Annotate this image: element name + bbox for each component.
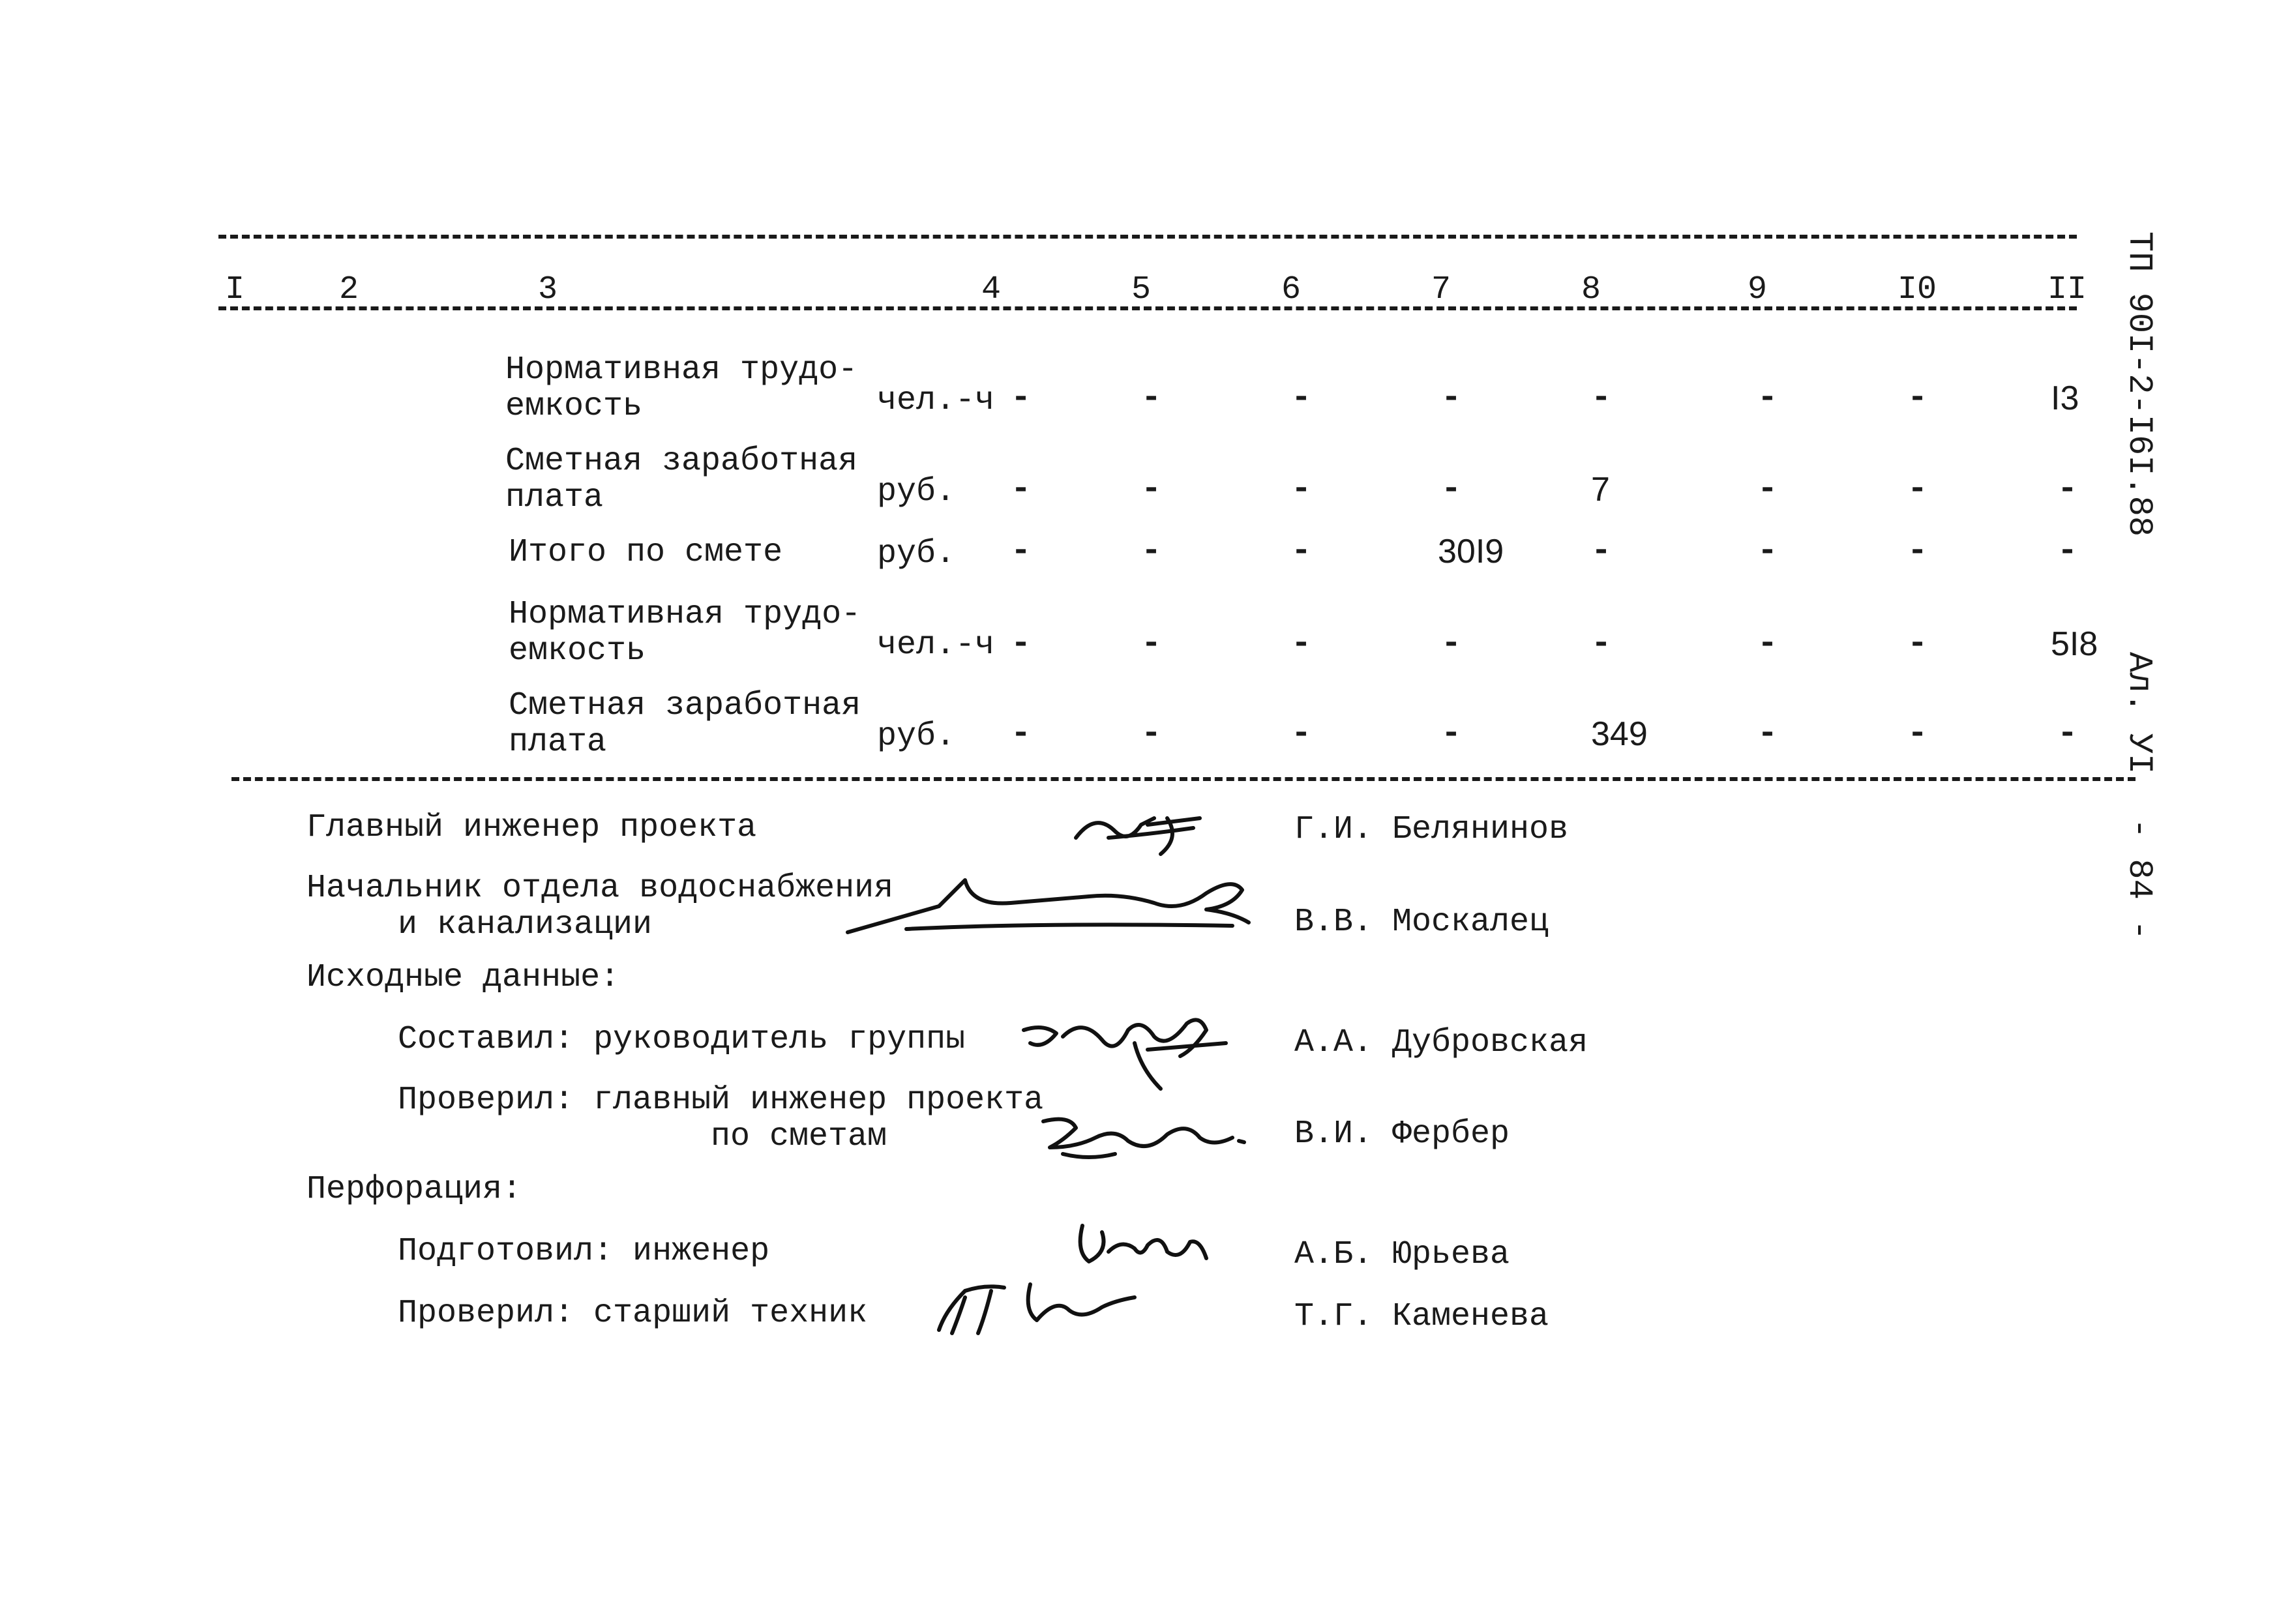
table-cell: 30I9 (1438, 533, 1504, 570)
table-cell: - (1291, 625, 1312, 663)
description-line: емкость (509, 632, 646, 670)
table-cell: - (2057, 532, 2078, 570)
table-cell: - (1141, 532, 1162, 570)
table-cell: - (1591, 625, 1612, 663)
table-cell: - (1291, 715, 1312, 753)
table-cell: - (2057, 470, 2078, 509)
column-header-1: I (225, 271, 245, 308)
table-cell: 5I8 (2051, 625, 2098, 663)
prepared-title: Подготовил: инженер (398, 1233, 770, 1270)
checked-name: В.И. Фербер (1294, 1115, 1510, 1153)
column-header-9: 9 (1748, 271, 1768, 308)
table-row-unit: руб. (877, 535, 956, 572)
table-cell: - (1591, 532, 1612, 570)
table-cell: - (1141, 470, 1162, 509)
table-cell: - (1011, 379, 1032, 417)
table-row-description (509, 535, 782, 571)
description-line: плата (509, 724, 607, 761)
title-line: и канализации (398, 906, 653, 943)
table-bottom-rule (231, 777, 2136, 781)
table-cell: - (1441, 470, 1462, 509)
table-cell: - (1291, 470, 1312, 509)
table-cell: - (1441, 379, 1462, 417)
table-row-unit: чел.-ч (877, 382, 995, 419)
table-cell: - (1291, 379, 1312, 417)
column-header-5: 5 (1131, 271, 1152, 308)
table-cell: - (1291, 532, 1312, 570)
checked2-name: Т.Г. Каменева (1294, 1298, 1549, 1335)
compiled-title: Составил: руководитель группы (398, 1021, 966, 1058)
table-cell: - (1907, 715, 1928, 753)
table-cell: - (1441, 715, 1462, 753)
department-head-signature (841, 867, 1258, 945)
table-cell: - (1141, 625, 1162, 663)
table-row-description (505, 443, 857, 516)
description-line: емкость (505, 388, 643, 425)
source-data-label: Исходные данные: (306, 959, 620, 996)
title-line: Проверил: главный инженер проекта (398, 1082, 1044, 1119)
column-header-10: I0 (1898, 271, 1937, 308)
table-cell: I3 (2051, 379, 2079, 417)
table-cell: - (2057, 715, 2078, 753)
column-header-2: 2 (339, 271, 359, 308)
table-cell: - (1011, 715, 1032, 753)
column-header-11: II (2047, 271, 2087, 308)
column-header-6: 6 (1281, 271, 1302, 308)
checked-title (398, 1082, 1043, 1155)
table-row-description (509, 688, 861, 761)
table-cell: - (1591, 379, 1612, 417)
table-cell: - (1011, 470, 1032, 509)
top-rule (218, 235, 2077, 239)
table-cell: - (1757, 470, 1778, 509)
table-cell: - (1907, 470, 1928, 509)
table-cell: - (1757, 625, 1778, 663)
department-head-name: В.В. Москалец (1294, 904, 1549, 941)
table-cell: - (1757, 379, 1778, 417)
table-cell: - (1907, 625, 1928, 663)
department-head-title (306, 870, 893, 943)
table-cell: - (1141, 715, 1162, 753)
page-number: - 84 - (2120, 818, 2158, 941)
table-row-description (509, 597, 861, 670)
table-cell: - (1757, 715, 1778, 753)
table-row-description (505, 352, 857, 425)
title-line: Начальник отдела водоснабжения (306, 870, 894, 907)
description-line: плата (505, 479, 604, 516)
table-cell: 349 (1591, 715, 1648, 753)
table-cell: - (1907, 532, 1928, 570)
column-header-4: 4 (981, 271, 1002, 308)
checked2-signature (926, 1271, 1148, 1343)
table-cell: - (1907, 379, 1928, 417)
table-cell: - (1141, 379, 1162, 417)
chief-engineer-signature (1069, 799, 1213, 864)
column-header-3: 3 (538, 271, 558, 308)
document-code: ТП 90I-2-I6I.88 (2120, 231, 2158, 537)
table-cell: 7 (1591, 471, 1610, 509)
album-label: Ал. УI (2120, 652, 2158, 775)
perforation-label: Перфорация: (306, 1171, 522, 1208)
prepared-signature (1069, 1213, 1213, 1278)
table-row-unit: руб. (877, 473, 956, 510)
title-line: по сметам (711, 1118, 887, 1155)
prepared-name: А.Б. Юрьева (1294, 1236, 1510, 1273)
checked-signature (1037, 1102, 1258, 1167)
table-cell: - (1441, 625, 1462, 663)
description-line: Сметная заработная (505, 443, 858, 480)
table-cell: - (1757, 532, 1778, 570)
chief-engineer-title: Главный инженер проекта (306, 809, 757, 846)
description-line: Нормативная трудо- (505, 351, 858, 389)
table-cell: - (1011, 625, 1032, 663)
description-line: Сметная заработная (509, 687, 861, 724)
description-line: Итого по смете (509, 534, 783, 571)
table-row-unit: чел.-ч (877, 627, 995, 664)
chief-engineer-name: Г.И. Белянинов (1294, 811, 1569, 848)
table-cell: - (1011, 532, 1032, 570)
compiled-name: А.А. Дубровская (1294, 1024, 1588, 1061)
compiled-signature (1017, 1004, 1239, 1095)
column-header-7: 7 (1431, 271, 1451, 308)
table-row-unit: руб. (877, 718, 956, 755)
checked2-title: Проверил: старший техник (398, 1295, 868, 1332)
column-header-8: 8 (1581, 271, 1601, 308)
description-line: Нормативная трудо- (509, 596, 861, 633)
